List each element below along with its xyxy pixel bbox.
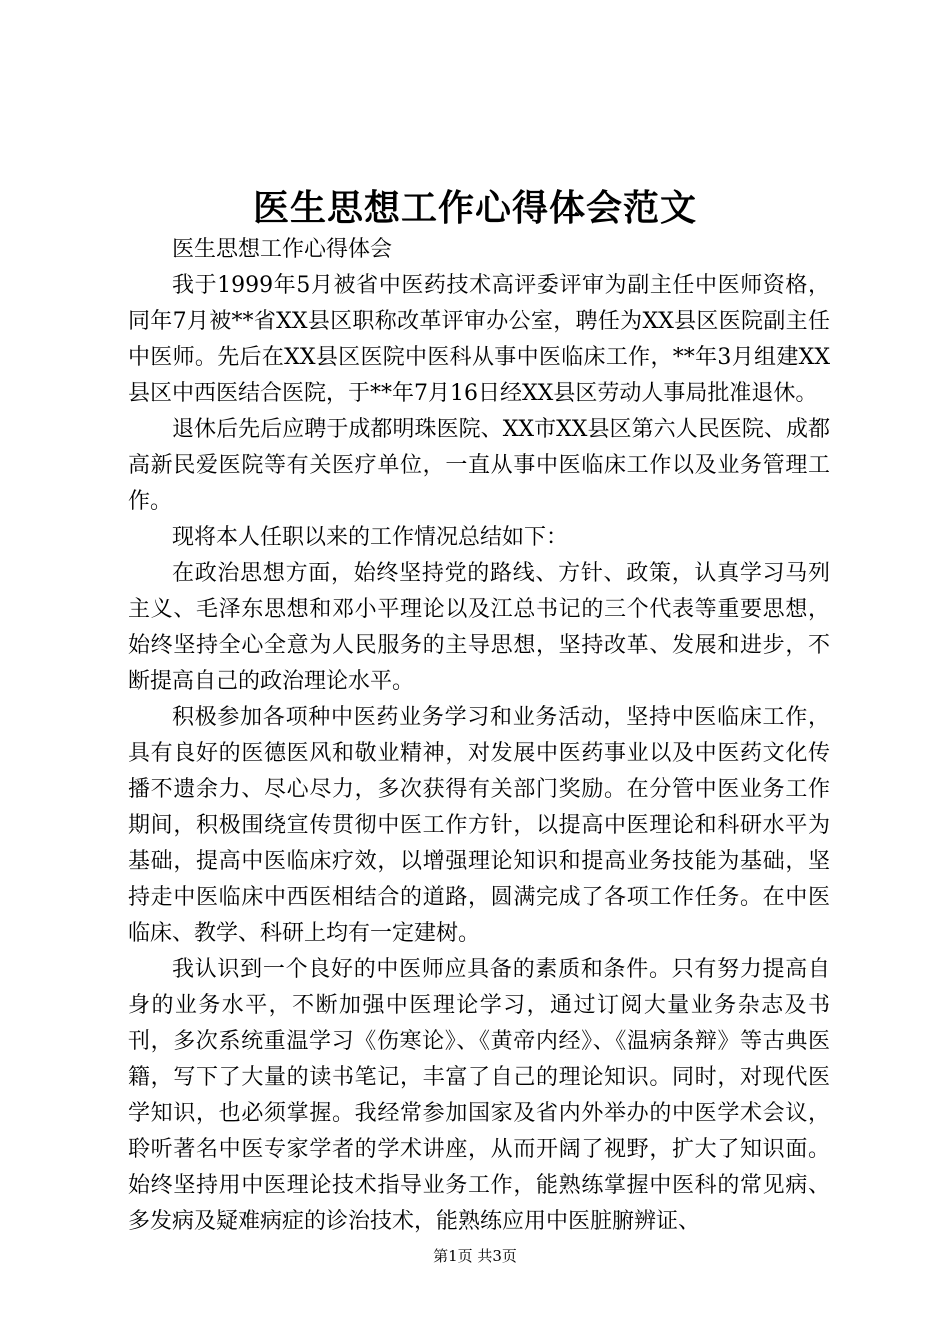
- document-title: 医生思想工作心得体会范文: [252, 187, 697, 229]
- page-footer: 第1页 共3页: [433, 1247, 517, 1265]
- paragraph: 现将本人任职以来的工作情况总结如下：: [172, 525, 569, 550]
- paragraph: 在政治思想方面，始终坚持党的路线、方针、政策，认真学习马列主义、毛泽东思想和邓小平理论以及江总书记的三个代表等重要思想，始终坚持全心全意为人民服务的主导思想，坚持改革、发展和进步，不断提高自己的政治理论水平。: [128, 561, 830, 694]
- paragraph: 我认识到一个良好的中医师应具备的素质和条件。只有努力提高自身的业务水平，不断加强中医理论学习，通过订阅大量业务杂志及书刊，多次系统重温学习《伤寒论》、《黄帝内经》、《温病条辩》等古典医籍，写下了大量的读书笔记，丰富了自己的理论知识。同时，对现代医学知识，也必须掌握。我经常参加国家及省内外举办的中医学术会议，聆听著名中医专家学者的学术讲座，从而开阔了视野，扩大了知识面。始终坚持用中医理论技术指导业务工作，能熟练掌握中医科的常见病、多发病及疑难病症的诊治技术，能熟练应用中医脏腑辨证、: [128, 957, 830, 1234]
- paragraph-subtitle: 医生思想工作心得体会: [172, 237, 393, 262]
- paragraph: 积极参加各项种中医药业务学习和业务活动，坚持中医临床工作，具有良好的医德医风和敬业精神，对发展中医药事业以及中医药文化传播不遗余力、尽心尽力，多次获得有关部门奖励。在分管中医业务工作期间，积极围绕宣传贯彻中医工作方针，以提高中医理论和科研水平为基础，提高中医临床疗效，以增强理论知识和提高业务技能为基础，坚持走中医临床中西医相结合的道路，圆满完成了各项工作任务。在中医临床、教学、科研上均有一定建树。: [128, 705, 830, 946]
- document-body: [128, 232, 830, 1240]
- paragraph: 退休后先后应聘于成都明珠医院、XX市XX县区第六人民医院、成都高新民爱医院等有关医疗单位，一直从事中医临床工作以及业务管理工作。: [128, 417, 830, 514]
- paragraph: 我于1999年5月被省中医药技术高评委评审为副主任中医师资格，同年7月被**省XX县区职称改革评审办公室，聘任为XX县区医院副主任中医师。先后在XX县区医院中医科从事中医临床工作，**年3月组建XX县区中西医结合医院，于**年7月16日经XX县区劳动人事局批准退休。: [128, 273, 830, 406]
